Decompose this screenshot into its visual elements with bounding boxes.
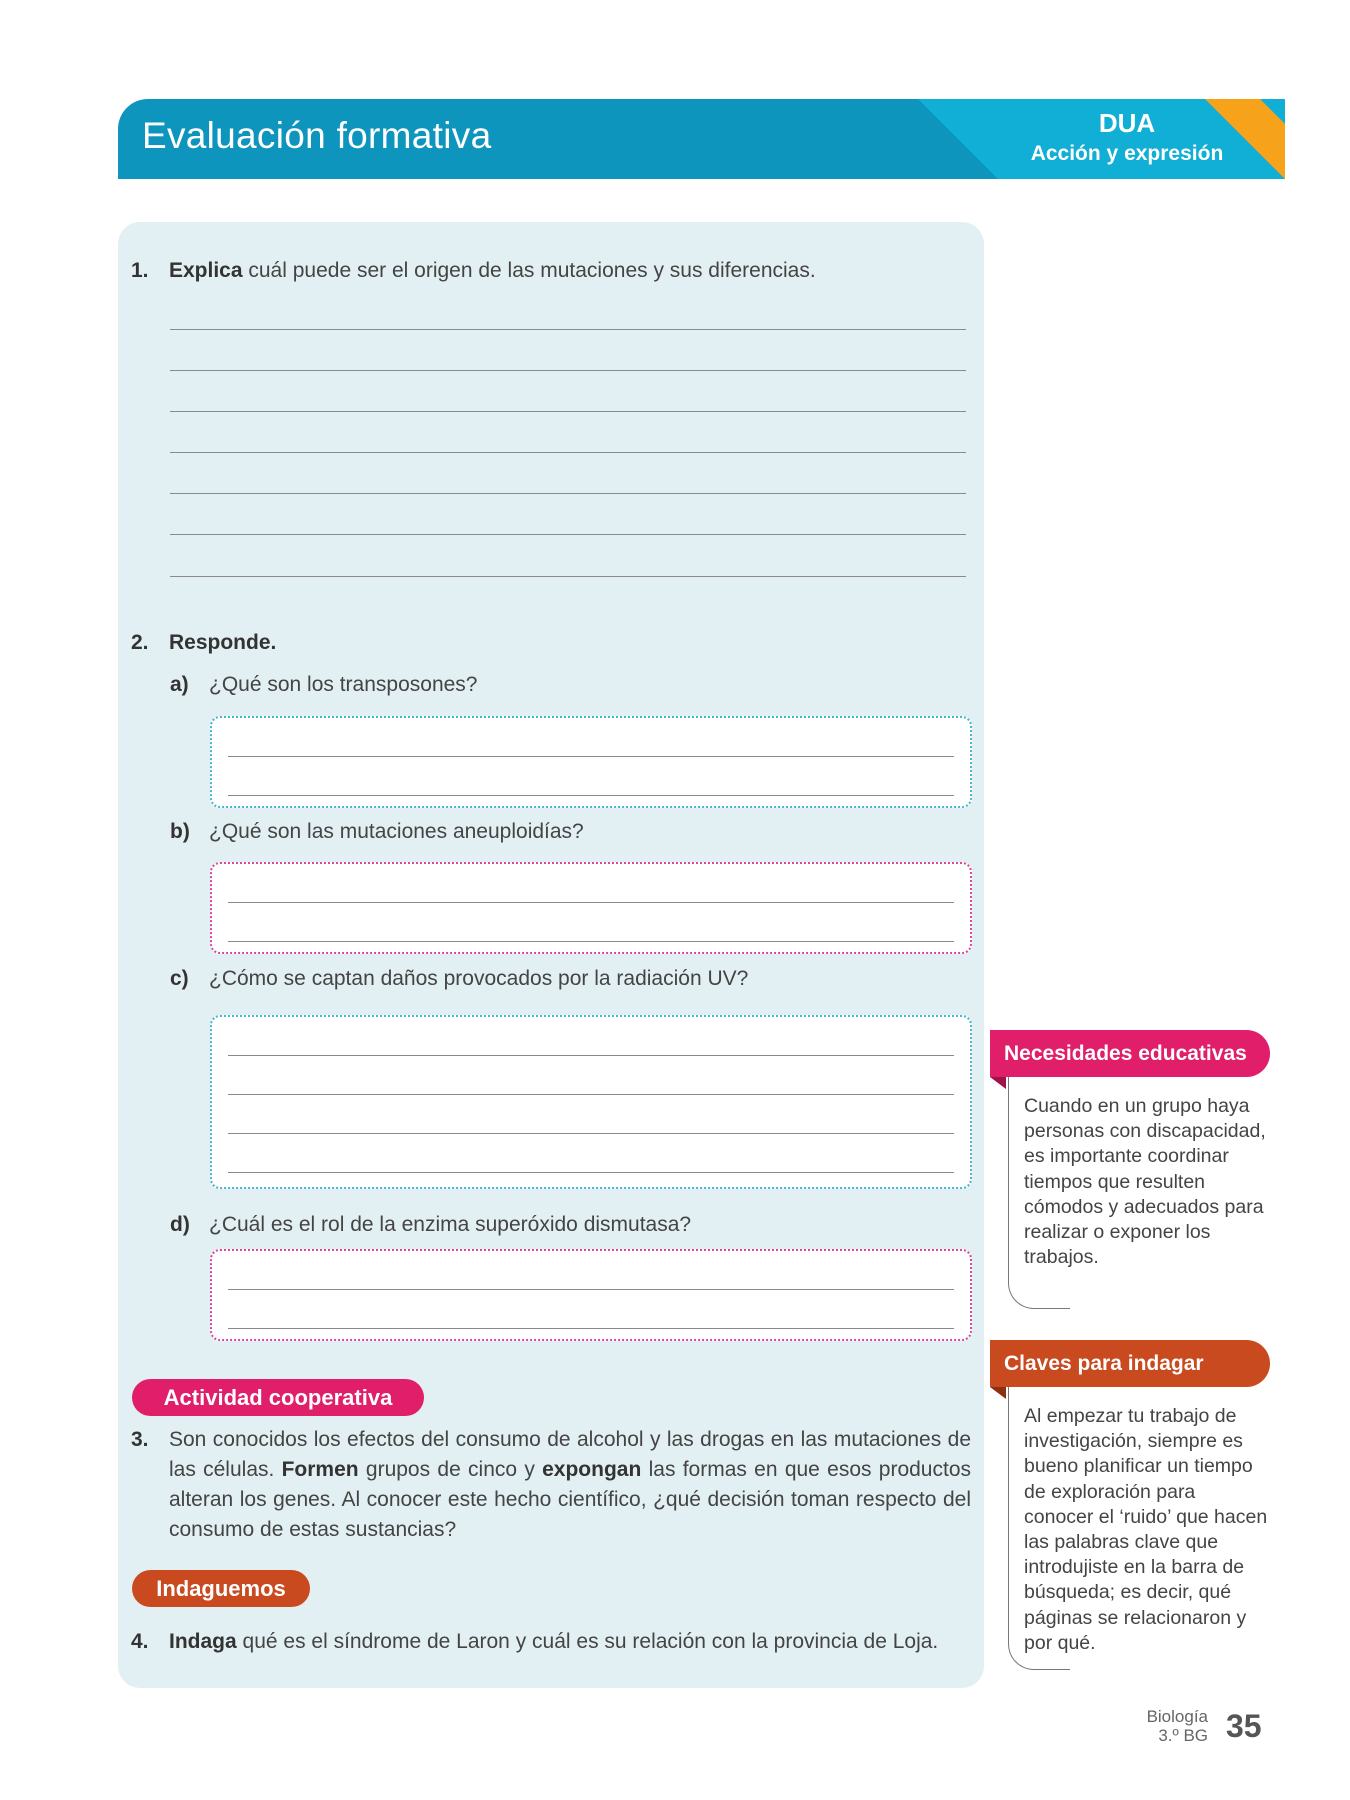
- answer-box-d[interactable]: [210, 1249, 972, 1341]
- question-body: Son conocidos los efectos del consumo de alcohol y las drogas en las mutaciones de las células.: [169, 1428, 971, 1481]
- question-body: las formas en que esos productos alteran los genes. Al conocer este hecho científico, ¿qué decisión toman respecto del consumo de estas sustancias?: [169, 1458, 971, 1541]
- research-note-notch: [990, 1387, 1006, 1399]
- answer-line: [228, 902, 954, 903]
- footer-subject: [1100, 1707, 1208, 1745]
- sub-question-text: ¿Cómo se captan daños provocados por la radiación UV?: [209, 967, 749, 990]
- cooperative-activity-badge: Actividad cooperativa: [132, 1379, 424, 1416]
- question-body: grupos de cinco y: [358, 1458, 543, 1481]
- dua-label: DUA: [1098, 108, 1156, 138]
- answer-line: [228, 1172, 954, 1173]
- answer-line: [170, 452, 966, 453]
- sub-question-text: ¿Qué son las mutaciones aneuploidías?: [209, 820, 584, 843]
- answer-line: [170, 329, 966, 330]
- needs-note-notch: [990, 1077, 1006, 1089]
- answer-line: [170, 576, 966, 577]
- question-keyword: Formen: [281, 1458, 359, 1481]
- question-body: cuál puede ser el origen de las mutaciones y sus diferencias.: [242, 259, 816, 282]
- inquiry-badge: Indaguemos: [132, 1570, 310, 1607]
- question-body: qué es el síndrome de Laron y cuál es su relación con la provincia de Loja.: [236, 1630, 939, 1653]
- question-keyword: expongan: [542, 1458, 642, 1481]
- sub-question-text: ¿Cuál es el rol de la enzima superóxido dismutasa?: [209, 1213, 692, 1236]
- question-title: Responde.: [169, 631, 277, 654]
- needs-note-text: Cuando en un grupo haya personas con discapacidad, es importante coordinar tiempos que resulten cómodos y adecuados para realizar o exponer los trabajos.: [1024, 1095, 1266, 1269]
- page-number: 35: [1226, 1708, 1262, 1744]
- question-text: [169, 256, 816, 286]
- question-number: 2.: [131, 631, 149, 654]
- question-keyword: Explica: [169, 259, 243, 282]
- sub-question-letter: c): [170, 967, 189, 990]
- answer-box-a[interactable]: [210, 716, 972, 808]
- answer-line: [170, 493, 966, 494]
- question-text: [169, 1425, 971, 1545]
- page-title: Evaluación formativa: [142, 115, 492, 156]
- section-header: [118, 99, 1285, 179]
- research-note-title: Claves para indagar: [990, 1340, 1270, 1387]
- question-number: 1.: [131, 259, 149, 282]
- answer-line: [170, 534, 966, 535]
- subject-name: Biología: [1146, 1707, 1208, 1726]
- answer-line: [228, 1328, 954, 1329]
- answer-box-c[interactable]: [210, 1015, 972, 1189]
- question-keyword: Indaga: [169, 1630, 237, 1653]
- frame-mask: [1070, 1661, 1280, 1673]
- answer-line: [170, 370, 966, 371]
- answer-line: [228, 1289, 954, 1290]
- research-note-text: Al empezar tu trabajo de investigación, siempre es bueno planificar un tiempo de exploración para conocer el ‘ruido’ que hacen las palabras clave que introdujiste en la barra de búsqueda; es decir, qué páginas se relacionaron y por qué.: [1024, 1405, 1268, 1654]
- question-number: 3.: [131, 1428, 149, 1451]
- answer-line: [228, 795, 954, 796]
- question-number: 4.: [131, 1630, 149, 1653]
- answer-box-b[interactable]: [210, 862, 972, 954]
- answer-line: [228, 1133, 954, 1134]
- dua-subtitle: Acción y expresión: [1030, 142, 1224, 165]
- answer-line: [228, 941, 954, 942]
- needs-note-title: Necesidades educativas: [990, 1030, 1270, 1077]
- answer-line: [228, 756, 954, 757]
- answer-line: [170, 411, 966, 412]
- answer-line: [228, 1094, 954, 1095]
- answer-line: [228, 1055, 954, 1056]
- sub-question-letter: a): [170, 673, 189, 696]
- question-text: [169, 1627, 938, 1657]
- grade-level: 3.º BG: [1158, 1726, 1208, 1745]
- sub-question-text: ¿Qué son los transposones?: [209, 673, 478, 696]
- sub-question-letter: d): [170, 1213, 190, 1236]
- sub-question-letter: b): [170, 820, 190, 843]
- frame-mask: [1070, 1300, 1280, 1312]
